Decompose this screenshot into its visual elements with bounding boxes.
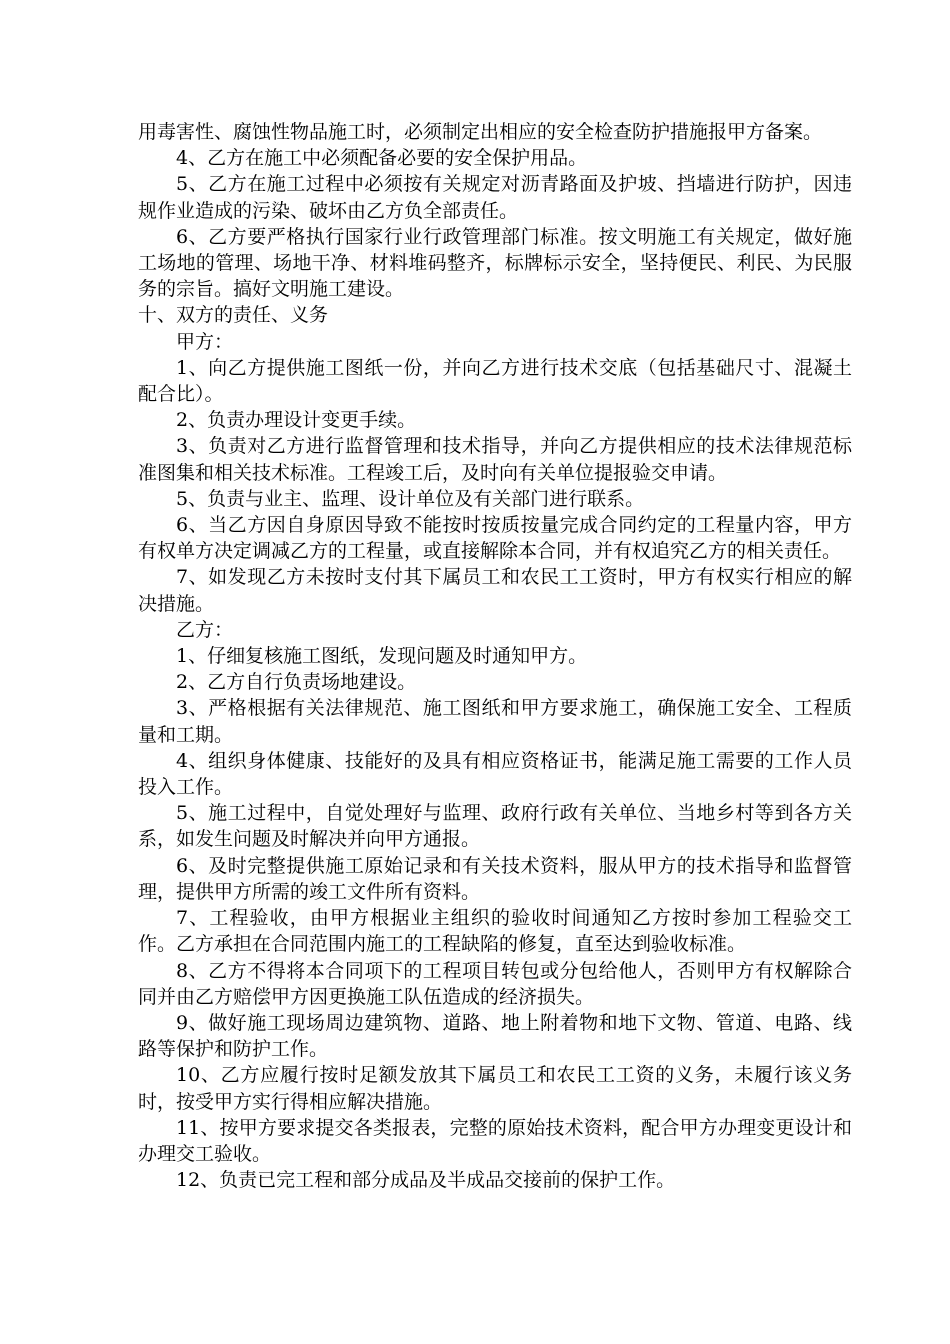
paragraph-item: 2、乙方自行负责场地建设。 — [176, 671, 417, 694]
paragraph-item: 4、乙方在施工中必须配备必要的安全保护用品。 — [176, 147, 588, 170]
paragraph-item: 4、组织身体健康、技能好的及具有相应资格证书，能满足施工需要的工作人员投入工作。 — [138, 749, 852, 799]
paragraph-item: 1、仔细复核施工图纸，发现问题及时通知甲方。 — [176, 645, 588, 668]
document-page — [138, 119, 852, 1193]
paragraph-item: 5、乙方在施工过程中必须按有关规定对沥青路面及护坡、挡墙进行防护，因违规作业造成的污染、破坏由乙方负全部责任。 — [138, 173, 852, 222]
paragraph-item: 11、按甲方要求提交各类报表，完整的原始技术资料，配合甲方办理变更设计和办理交工验收。 — [138, 1116, 852, 1165]
paragraph-item: 12、负责已完工程和部分成品及半成品交接前的保护工作。 — [176, 1169, 676, 1192]
paragraph-item: 6、当乙方因自身原因导致不能按时按质按量完成合同约定的工程量内容，甲方有权单方决定调减乙方的工程量，或直接解除本合同，并有权追究乙方的相关责任。 — [138, 514, 852, 563]
paragraph-item: 6、乙方要严格执行国家行业行政管理部门标准。按文明施工有关规定，做好施工场地的管理、场地干净、材料堆码整齐，标牌标示安全，坚持便民、利民、为民服务的宗旨。搞好文明施工建设。 — [138, 225, 852, 301]
paragraph-item: 2、负责办理设计变更手续。 — [176, 409, 417, 432]
paragraph-continuation: 用毒害性、腐蚀性物品施工时，必须制定出相应的安全检查防护措施报甲方备案。 — [138, 121, 823, 143]
section-heading: 十、双方的责任、义务 — [138, 304, 329, 327]
paragraph-item: 8、乙方不得将本合同项下的工程项目转包或分包给他人，否则甲方有权解除合同并由乙方赔偿甲方因更换施工队伍造成的经济损失。 — [138, 959, 852, 1008]
paragraph-item: 3、严格根据有关法律规范、施工图纸和甲方要求施工，确保施工安全、工程质量和工期。 — [138, 697, 852, 746]
paragraph-item: 9、做好施工现场周边建筑物、道路、地上附着物和地下文物、管道、电路、线路等保护和防护工作。 — [138, 1011, 852, 1061]
paragraph-item: 1、向乙方提供施工图纸一份，并向乙方进行技术交底（包括基础尺寸、混凝土配合比）。 — [138, 356, 852, 406]
paragraph-item: 5、施工过程中，自觉处理好与监理、政府行政有关单位、当地乡村等到各方关系，如发生问题及时解决并向甲方通报。 — [138, 802, 852, 851]
paragraph-item: 7、如发现乙方未按时支付其下属员工和农民工工资时，甲方有权实行相应的解决措施。 — [138, 566, 852, 615]
paragraph-item: 3、负责对乙方进行监督管理和技术指导，并向乙方提供相应的技术法律规范标准图集和相关技术标准。工程竣工后，及时向有关单位提报验交申请。 — [138, 435, 852, 484]
paragraph-item: 5、负责与业主、监理、设计单位及有关部门进行联系。 — [176, 487, 645, 510]
paragraph-item: 7、工程验收，由甲方根据业主组织的验收时间通知乙方按时参加工程验交工作。乙方承担在合同范围内施工的工程缺陷的修复，直至达到验收标准。 — [138, 907, 852, 956]
party-a-heading: 甲方： — [176, 330, 234, 353]
party-b-heading: 乙方： — [176, 618, 234, 641]
paragraph-item: 6、及时完整提供施工原始记录和有关技术资料，服从甲方的技术指导和监督管理，提供甲方所需的竣工文件所有资料。 — [138, 854, 852, 903]
paragraph-item: 10、乙方应履行按时足额发放其下属员工和农民工工资的义务，未履行该义务时，按受甲方实行得相应解决措施。 — [138, 1064, 852, 1113]
